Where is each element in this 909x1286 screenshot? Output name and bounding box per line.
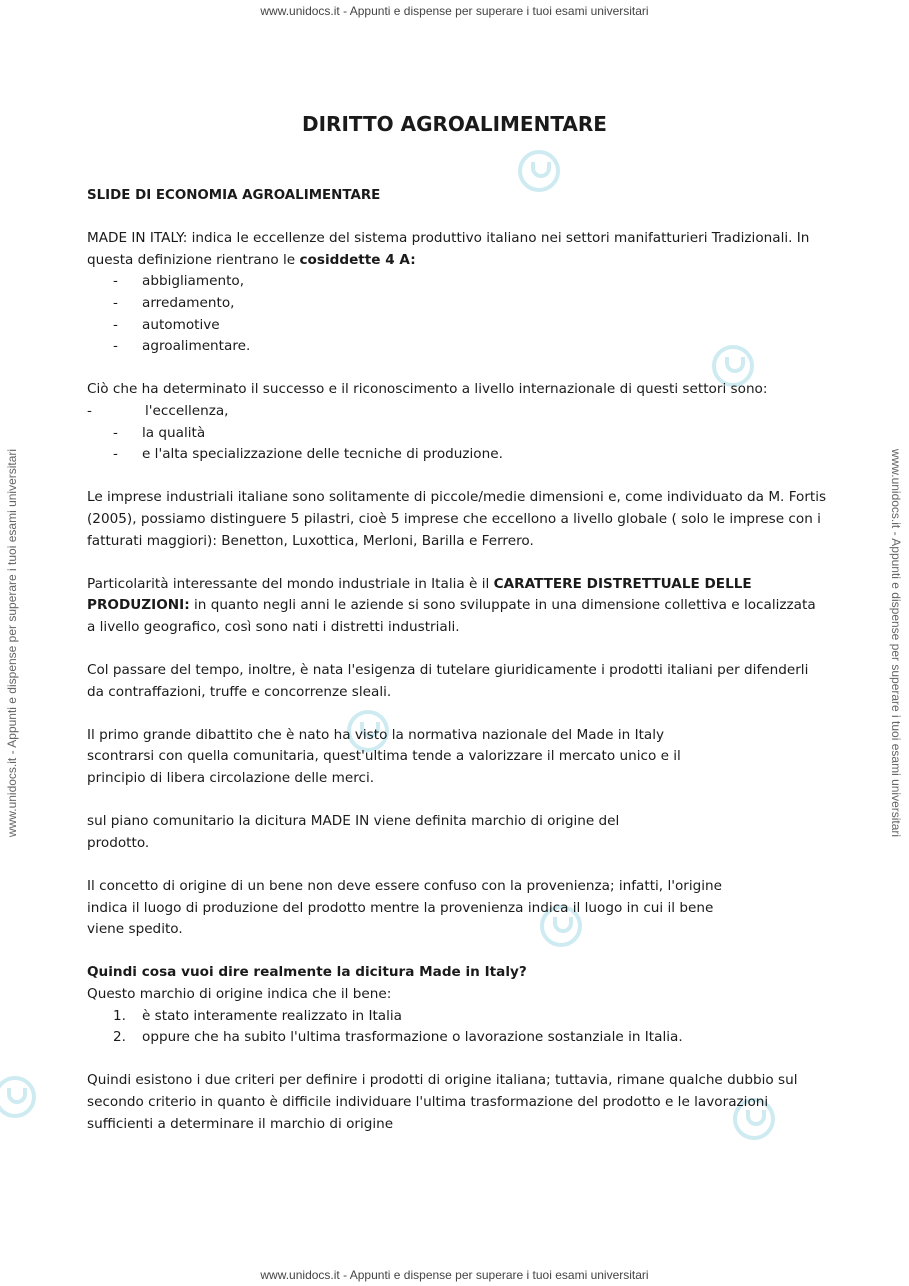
- list-item: 1. è stato interamente realizzato in Italia: [113, 1007, 403, 1024]
- watermark-side-left: www.unidocs.it - Appunti e dispense per superare i tuoi esami universitari: [5, 448, 19, 838]
- paragraph-dibattito: Il primo grande dibattito che è nato ha visto la normativa nazionale del Made in Italy scontrarsi con quella comunitaria, quest'ultima tende a valorizzare il mercato unico e il principio di libera circolazione delle merci.: [87, 726, 681, 787]
- list-item: - e l'alta specializzazione delle tecniche di produzione.: [113, 446, 503, 463]
- list-4a: [87, 271, 827, 357]
- unidocs-logo-icon: [0, 1076, 36, 1118]
- watermark-footer: www.unidocs.it - Appunti e dispense per superare i tuoi esami universitari: [260, 1268, 649, 1282]
- list-item: - arredamento,: [113, 294, 235, 311]
- paragraph-text: indica le eccellenze del sistema produttivo italiano nei settori manifatturieri Tradizionali. In questa definizione rientrano le: [87, 230, 810, 268]
- paragraph-criteri: Quindi esistono i due criteri per definire i prodotti di origine italiana; tuttavia, rimane qualche dubbio sul secondo criterio in quanto è difficile individuare l'ultima trasformazione del prodotto e le lavorazioni sufficienti a determinare il marchio di origine: [87, 1072, 798, 1132]
- bold-term-distretti: CARATTERE DISTRETTUALE DELLE PRODUZIONI:: [87, 575, 752, 614]
- list-success: [87, 401, 827, 466]
- list-item: - abbigliamento,: [113, 273, 245, 290]
- question-lead: Questo marchio di origine indica che il bene:: [87, 985, 392, 1002]
- document-body: [87, 185, 827, 1157]
- bold-term-4a: cosiddette 4 A:: [299, 251, 416, 268]
- page-title: DIRITTO AGROALIMENTARE: [302, 112, 607, 136]
- question-heading: Quindi cosa vuoi dire realmente la dicitura Made in Italy?: [87, 964, 527, 981]
- watermark-side-right: www.unidocs.it - Appunti e dispense per superare i tuoi esami universitari: [889, 448, 903, 838]
- list-item: - automotive: [113, 316, 220, 333]
- list-origin: [87, 1006, 827, 1049]
- paragraph-origine: Il concetto di origine di un bene non deve essere confuso con la provenienza; infatti, l'origine indica il luogo di produzione del prodotto mentre la provenienza indica il luogo in cui il bene viene spedito.: [87, 878, 723, 938]
- list-item: - l'eccellenza,: [87, 402, 229, 419]
- list-item: - agroalimentare.: [113, 338, 251, 355]
- list-item: - la qualità: [113, 424, 206, 441]
- paragraph-tutela: Col passare del tempo, inoltre, è nata l'esigenza di tutelare giuridicamente i prodotti italiani per difenderli da contraffazioni, truffe e concorrenze sleali.: [87, 662, 809, 700]
- section-heading: SLIDE DI ECONOMIA AGROALIMENTARE: [87, 188, 381, 203]
- list-item: 2. oppure che ha subito l'ultima trasformazione o lavorazione sostanziale in Italia.: [113, 1029, 683, 1046]
- paragraph-success: Ciò che ha determinato il successo e il riconoscimento a livello internazionale di questi settori sono:: [87, 381, 768, 398]
- watermark-header: www.unidocs.it - Appunti e dispense per superare i tuoi esami universitari: [260, 4, 649, 18]
- paragraph-made-in-italy: [87, 228, 827, 271]
- paragraph-imprese: Le imprese industriali italiane sono solitamente di piccole/medie dimensioni e, come individuato da M. Fortis (2005), possiamo distinguere 5 pilastri, cioè 5 imprese che eccellono a livello globale ( solo le imprese con i fatturati maggiori): Benetton, Luxottica, Merloni, Barilla e Ferrero.: [87, 489, 827, 549]
- paragraph-made-in: sul piano comunitario la dicitura MADE IN viene definita marchio di origine del prodotto.: [87, 813, 620, 851]
- paragraph-distretti: Particolarità interessante del mondo industriale in Italia è il CARATTERE DISTRETTUALE DELLE PRODUZIONI: in quanto negli anni le aziende si sono sviluppate in una dimensione collettiva e localizzata a livello geografico, così sono nati i distretti industriali.: [87, 575, 816, 635]
- term-made-in-italy: MADE IN ITALY:: [87, 230, 188, 247]
